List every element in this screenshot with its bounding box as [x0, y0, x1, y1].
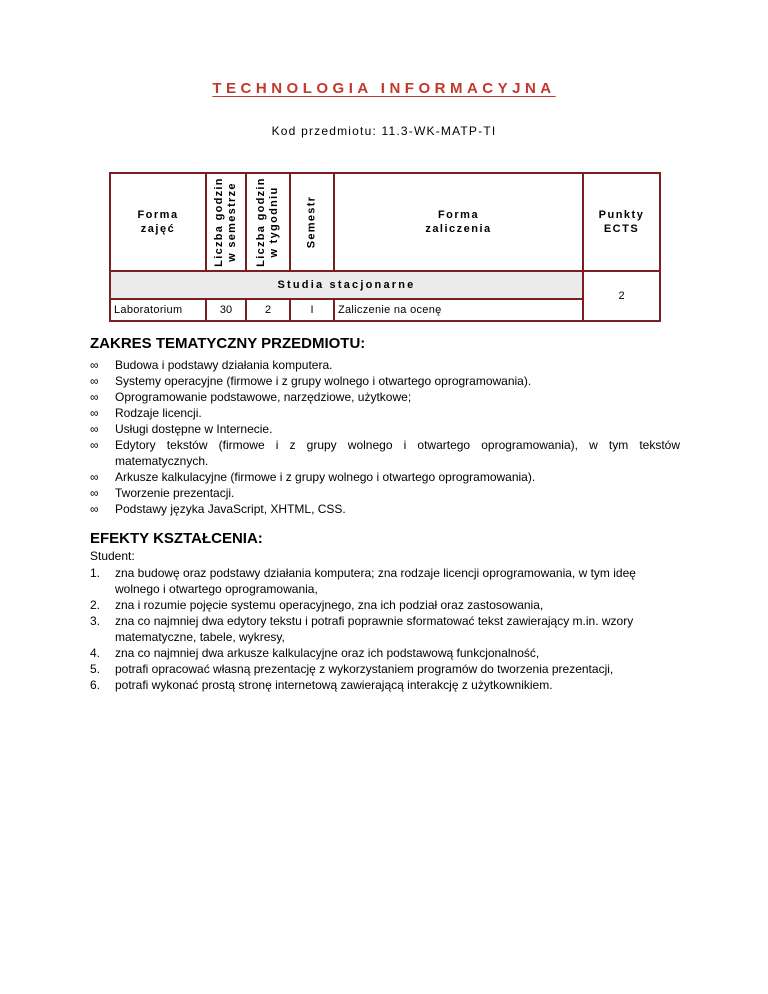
zakres-item-text: Tworzenie prezentacji.: [115, 486, 235, 500]
efekty-item-number: 2.: [90, 598, 101, 612]
course-code: Kod przedmiotu: 11.3-WK-MATP-TI: [271, 124, 497, 138]
efekty-item: [90, 645, 682, 661]
zakres-item: [90, 357, 680, 373]
zakres-heading: ZAKRES TEMATYCZNY PRZEDMIOTU:: [90, 335, 366, 352]
student-label: Student:: [90, 549, 135, 563]
efekty-item: [90, 661, 682, 677]
header-hours-semester: Liczba godzin w semestrze: [206, 173, 246, 271]
efekty-item: [90, 677, 682, 693]
efekty-item-number: 6.: [90, 678, 101, 692]
zakres-item-text: Usługi dostępne w Internecie.: [115, 422, 273, 436]
header-hours-week: Liczba godzin w tygodniu: [246, 173, 290, 271]
zakres-item: [90, 373, 680, 389]
efekty-item: [90, 565, 682, 597]
efekty-item-number: 3.: [90, 614, 101, 628]
header-forma-zajec: Forma zajęć: [110, 173, 206, 271]
header-ects: Punkty ECTS: [583, 173, 660, 271]
efekty-item-number: 5.: [90, 662, 101, 676]
efekty-list: [90, 565, 682, 693]
document-title: TECHNOLOGIA INFORMACYJNA: [212, 80, 556, 97]
efekty-item-text: zna budowę oraz podstawy działania komputera; zna rodzaje licencji oprogramowania, w tym ideę wolnego i otwartego oprogramowania,: [115, 566, 636, 596]
zakres-item-text: Rodzaje licencji.: [115, 406, 202, 420]
zakres-list: [90, 357, 680, 517]
efekty-item: [90, 597, 682, 613]
ects-value: 2: [583, 271, 660, 321]
bullet-icon: ∞: [90, 422, 99, 436]
zakres-item: [90, 437, 680, 469]
header-semester: Semestr: [290, 173, 334, 271]
course-table: [109, 172, 661, 322]
zakres-item: [90, 389, 680, 405]
zakres-item-text: Edytory tekstów (firmowe i z grupy wolnego i otwartego oprogramowania), w tym tekstów matematycznych.: [115, 438, 680, 468]
zakres-item-text: Podstawy języka JavaScript, XHTML, CSS.: [115, 502, 346, 516]
zakres-item: [90, 421, 680, 437]
zakres-item: [90, 485, 680, 501]
zakres-item-text: Systemy operacyjne (firmowe i z grupy wolnego i otwartego oprogramowania).: [115, 374, 532, 388]
bullet-icon: ∞: [90, 486, 99, 500]
bullet-icon: ∞: [90, 470, 99, 484]
bullet-icon: ∞: [90, 502, 99, 516]
efekty-heading: EFEKTY KSZTAŁCENIA:: [90, 530, 263, 547]
bullet-icon: ∞: [90, 390, 99, 404]
zakres-item: [90, 405, 680, 421]
bullet-icon: ∞: [90, 358, 99, 372]
bullet-icon: ∞: [90, 438, 99, 452]
efekty-item-text: zna i rozumie pojęcie systemu operacyjnego, zna ich podział oraz zastosowania,: [115, 598, 544, 612]
zakres-item-text: Budowa i podstawy działania komputera.: [115, 358, 333, 372]
zakres-item-text: Oprogramowanie podstawowe, narzędziowe, użytkowe;: [115, 390, 412, 404]
cell-semester: I: [290, 299, 334, 321]
study-mode-row: Studia stacjonarne: [110, 271, 583, 299]
cell-forma: Laboratorium: [110, 299, 206, 321]
efekty-item-text: zna co najmniej dwa edytory tekstu i potrafi poprawnie sformatować tekst zawierający m.in. wzory matematyczne, tabele, wykresy,: [115, 614, 634, 644]
cell-zaliczenie: Zaliczenie na ocenę: [334, 299, 583, 321]
cell-hours-semester: 30: [206, 299, 246, 321]
efekty-item-number: 4.: [90, 646, 101, 660]
bullet-icon: ∞: [90, 406, 99, 420]
efekty-item-text: potrafi wykonać prostą stronę internetową zawierającą interakcję z użytkownikiem.: [115, 678, 553, 692]
cell-hours-week: 2: [246, 299, 290, 321]
efekty-item: [90, 613, 682, 645]
zakres-item-text: Arkusze kalkulacyjne (firmowe i z grupy wolnego i otwartego oprogramowania).: [115, 470, 536, 484]
efekty-item-text: zna co najmniej dwa arkusze kalkulacyjne oraz ich podstawową funkcjonalność,: [115, 646, 540, 660]
bullet-icon: ∞: [90, 374, 99, 388]
efekty-item-number: 1.: [90, 566, 101, 580]
zakres-item: [90, 469, 680, 485]
efekty-item-text: potrafi opracować własną prezentację z wykorzystaniem programów do tworzenia prezentacji,: [115, 662, 614, 676]
zakres-item: [90, 501, 680, 517]
header-forma-zaliczenia: Forma zaliczenia: [334, 173, 583, 271]
